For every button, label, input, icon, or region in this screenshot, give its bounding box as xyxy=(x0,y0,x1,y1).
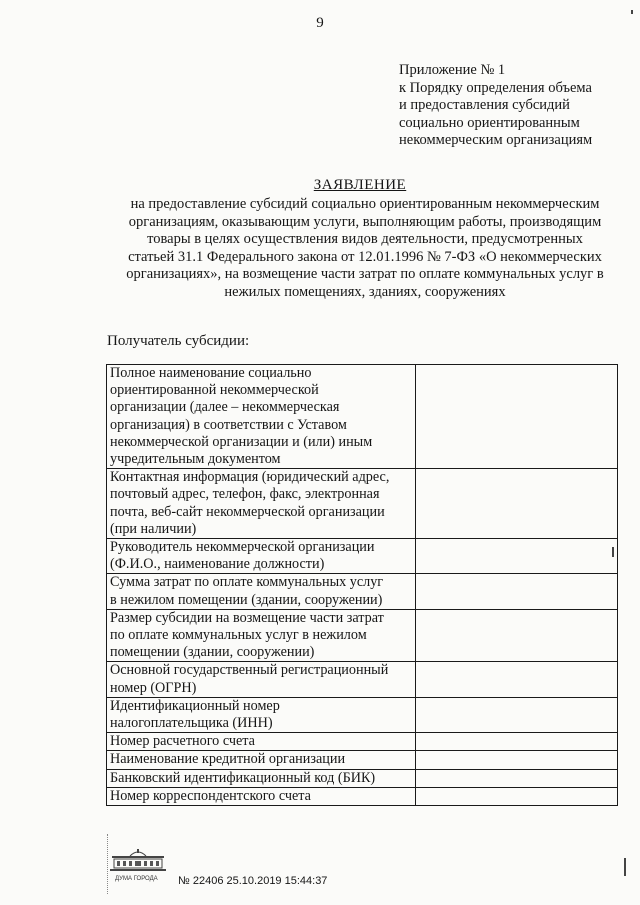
row-label-line: в нежилом помещении (здании, сооружении) xyxy=(110,591,383,608)
row-label xyxy=(107,751,416,769)
building-stamp-icon xyxy=(108,848,168,876)
row-label xyxy=(107,769,416,787)
row-label-line: Основной государственный регистрационный xyxy=(110,662,389,679)
row-label-line: Контактная информация (юридический адрес, xyxy=(110,469,390,486)
row-label-line: помещении (здании, сооружении) xyxy=(110,644,315,661)
document-subtitle xyxy=(100,196,630,302)
stamp-caption: ДУМА ГОРОДА xyxy=(115,876,158,882)
table-row xyxy=(107,609,618,662)
row-value-cell[interactable] xyxy=(415,539,617,574)
subtitle-line: товары в целях осуществления видов деятельности, предусмотренных xyxy=(147,231,583,248)
annex-line: некоммерческим организациям xyxy=(399,132,593,148)
row-label-line: учредительным документом xyxy=(110,451,281,468)
row-label-line: Банковский идентификационный код (БИК) xyxy=(110,769,376,786)
row-label-line: Идентификационный номер xyxy=(110,697,280,714)
row-label-line: ориентированной некоммерческой xyxy=(110,382,319,399)
row-label xyxy=(107,469,416,539)
annex-line: к Порядку определения объема xyxy=(399,79,592,96)
row-value-cell[interactable] xyxy=(415,609,617,662)
annex-block xyxy=(399,62,592,150)
subtitle-line: на предоставление субсидий социально ориентированным некоммерческим xyxy=(130,196,600,212)
row-label xyxy=(107,697,416,732)
recipient-label: Получатель субсидии: xyxy=(107,333,250,349)
scan-artifact xyxy=(624,858,626,876)
row-label-line: Наименование кредитной организации xyxy=(110,751,346,768)
row-label xyxy=(107,365,416,469)
table-row xyxy=(107,574,618,609)
row-label-line: Полное наименование социально xyxy=(110,365,312,381)
document-title xyxy=(0,177,640,194)
annex-line: Приложение № 1 xyxy=(399,62,506,78)
row-value-cell[interactable] xyxy=(415,787,617,805)
scan-artifact xyxy=(612,547,614,557)
row-label-line: почтовый адрес, телефон, факс, электронная xyxy=(110,486,380,503)
row-label xyxy=(107,539,416,574)
annex-line: социально ориентированным xyxy=(399,114,580,131)
row-label-line: (Ф.И.О., наименование должности) xyxy=(110,556,325,573)
row-value-cell[interactable] xyxy=(415,365,617,469)
row-value-cell[interactable] xyxy=(415,697,617,732)
row-label-line: Номер расчетного счета xyxy=(110,733,255,750)
table-row xyxy=(107,733,618,751)
row-label-line: некоммерческой организации и (или) иным xyxy=(110,433,373,450)
table-row xyxy=(107,469,618,539)
subtitle-line: статьей 31.1 Федерального закона от 12.01.1996 № 7-ФЗ «О некоммерческих xyxy=(128,248,602,265)
row-value-cell[interactable] xyxy=(415,751,617,769)
subtitle-line: нежилых помещениях, зданиях, сооружениях xyxy=(224,283,506,300)
row-value-cell[interactable] xyxy=(415,469,617,539)
row-label-line: Номер корреспондентского счета xyxy=(110,787,311,804)
annex-line: и предоставления субсидий xyxy=(399,97,570,113)
row-label-line: организации (далее – некоммерческая xyxy=(110,399,340,416)
row-label xyxy=(107,662,416,697)
row-label xyxy=(107,574,416,609)
row-label-line: номер (ОГРН) xyxy=(110,679,197,696)
row-value-cell[interactable] xyxy=(415,662,617,697)
table-row xyxy=(107,697,618,732)
subsidy-form-table xyxy=(106,364,618,806)
subtitle-line: организациях», на возмещение части затрат по оплате коммунальных услуг в xyxy=(126,266,604,283)
row-label-line: налогоплательщика (ИНН) xyxy=(110,715,273,732)
row-label-line: организация) в соответствии с Уставом xyxy=(110,416,347,433)
document-title-text: ЗАЯВЛЕНИЕ xyxy=(313,177,407,193)
row-label-line: почта, веб-сайт некоммерческой организации xyxy=(110,503,385,520)
row-label-line: (при наличии) xyxy=(110,520,197,537)
row-label-line: Сумма затрат по оплате коммунальных услуг xyxy=(110,574,384,591)
scan-artifact xyxy=(631,10,633,14)
table-row xyxy=(107,662,618,697)
row-label xyxy=(107,733,416,751)
row-value-cell[interactable] xyxy=(415,769,617,787)
page-number: 9 xyxy=(316,15,324,31)
row-label-line: Размер субсидии на возмещение части затрат xyxy=(110,609,384,626)
subtitle-line: организациям, оказывающим услуги, выполняющим работы, производящим xyxy=(128,213,602,230)
registration-number: № 22406 25.10.2019 15:44:37 xyxy=(178,875,328,887)
form-table-body xyxy=(107,365,618,806)
row-value-cell[interactable] xyxy=(415,733,617,751)
table-row xyxy=(107,751,618,769)
row-label xyxy=(107,787,416,805)
table-row xyxy=(107,539,618,574)
row-label-line: Руководитель некоммерческой организации xyxy=(110,539,375,556)
table-row xyxy=(107,365,618,469)
table-row xyxy=(107,787,618,805)
table-row xyxy=(107,769,618,787)
row-label xyxy=(107,609,416,662)
row-label-line: по оплате коммунальных услуг в нежилом xyxy=(110,627,367,644)
row-value-cell[interactable] xyxy=(415,574,617,609)
